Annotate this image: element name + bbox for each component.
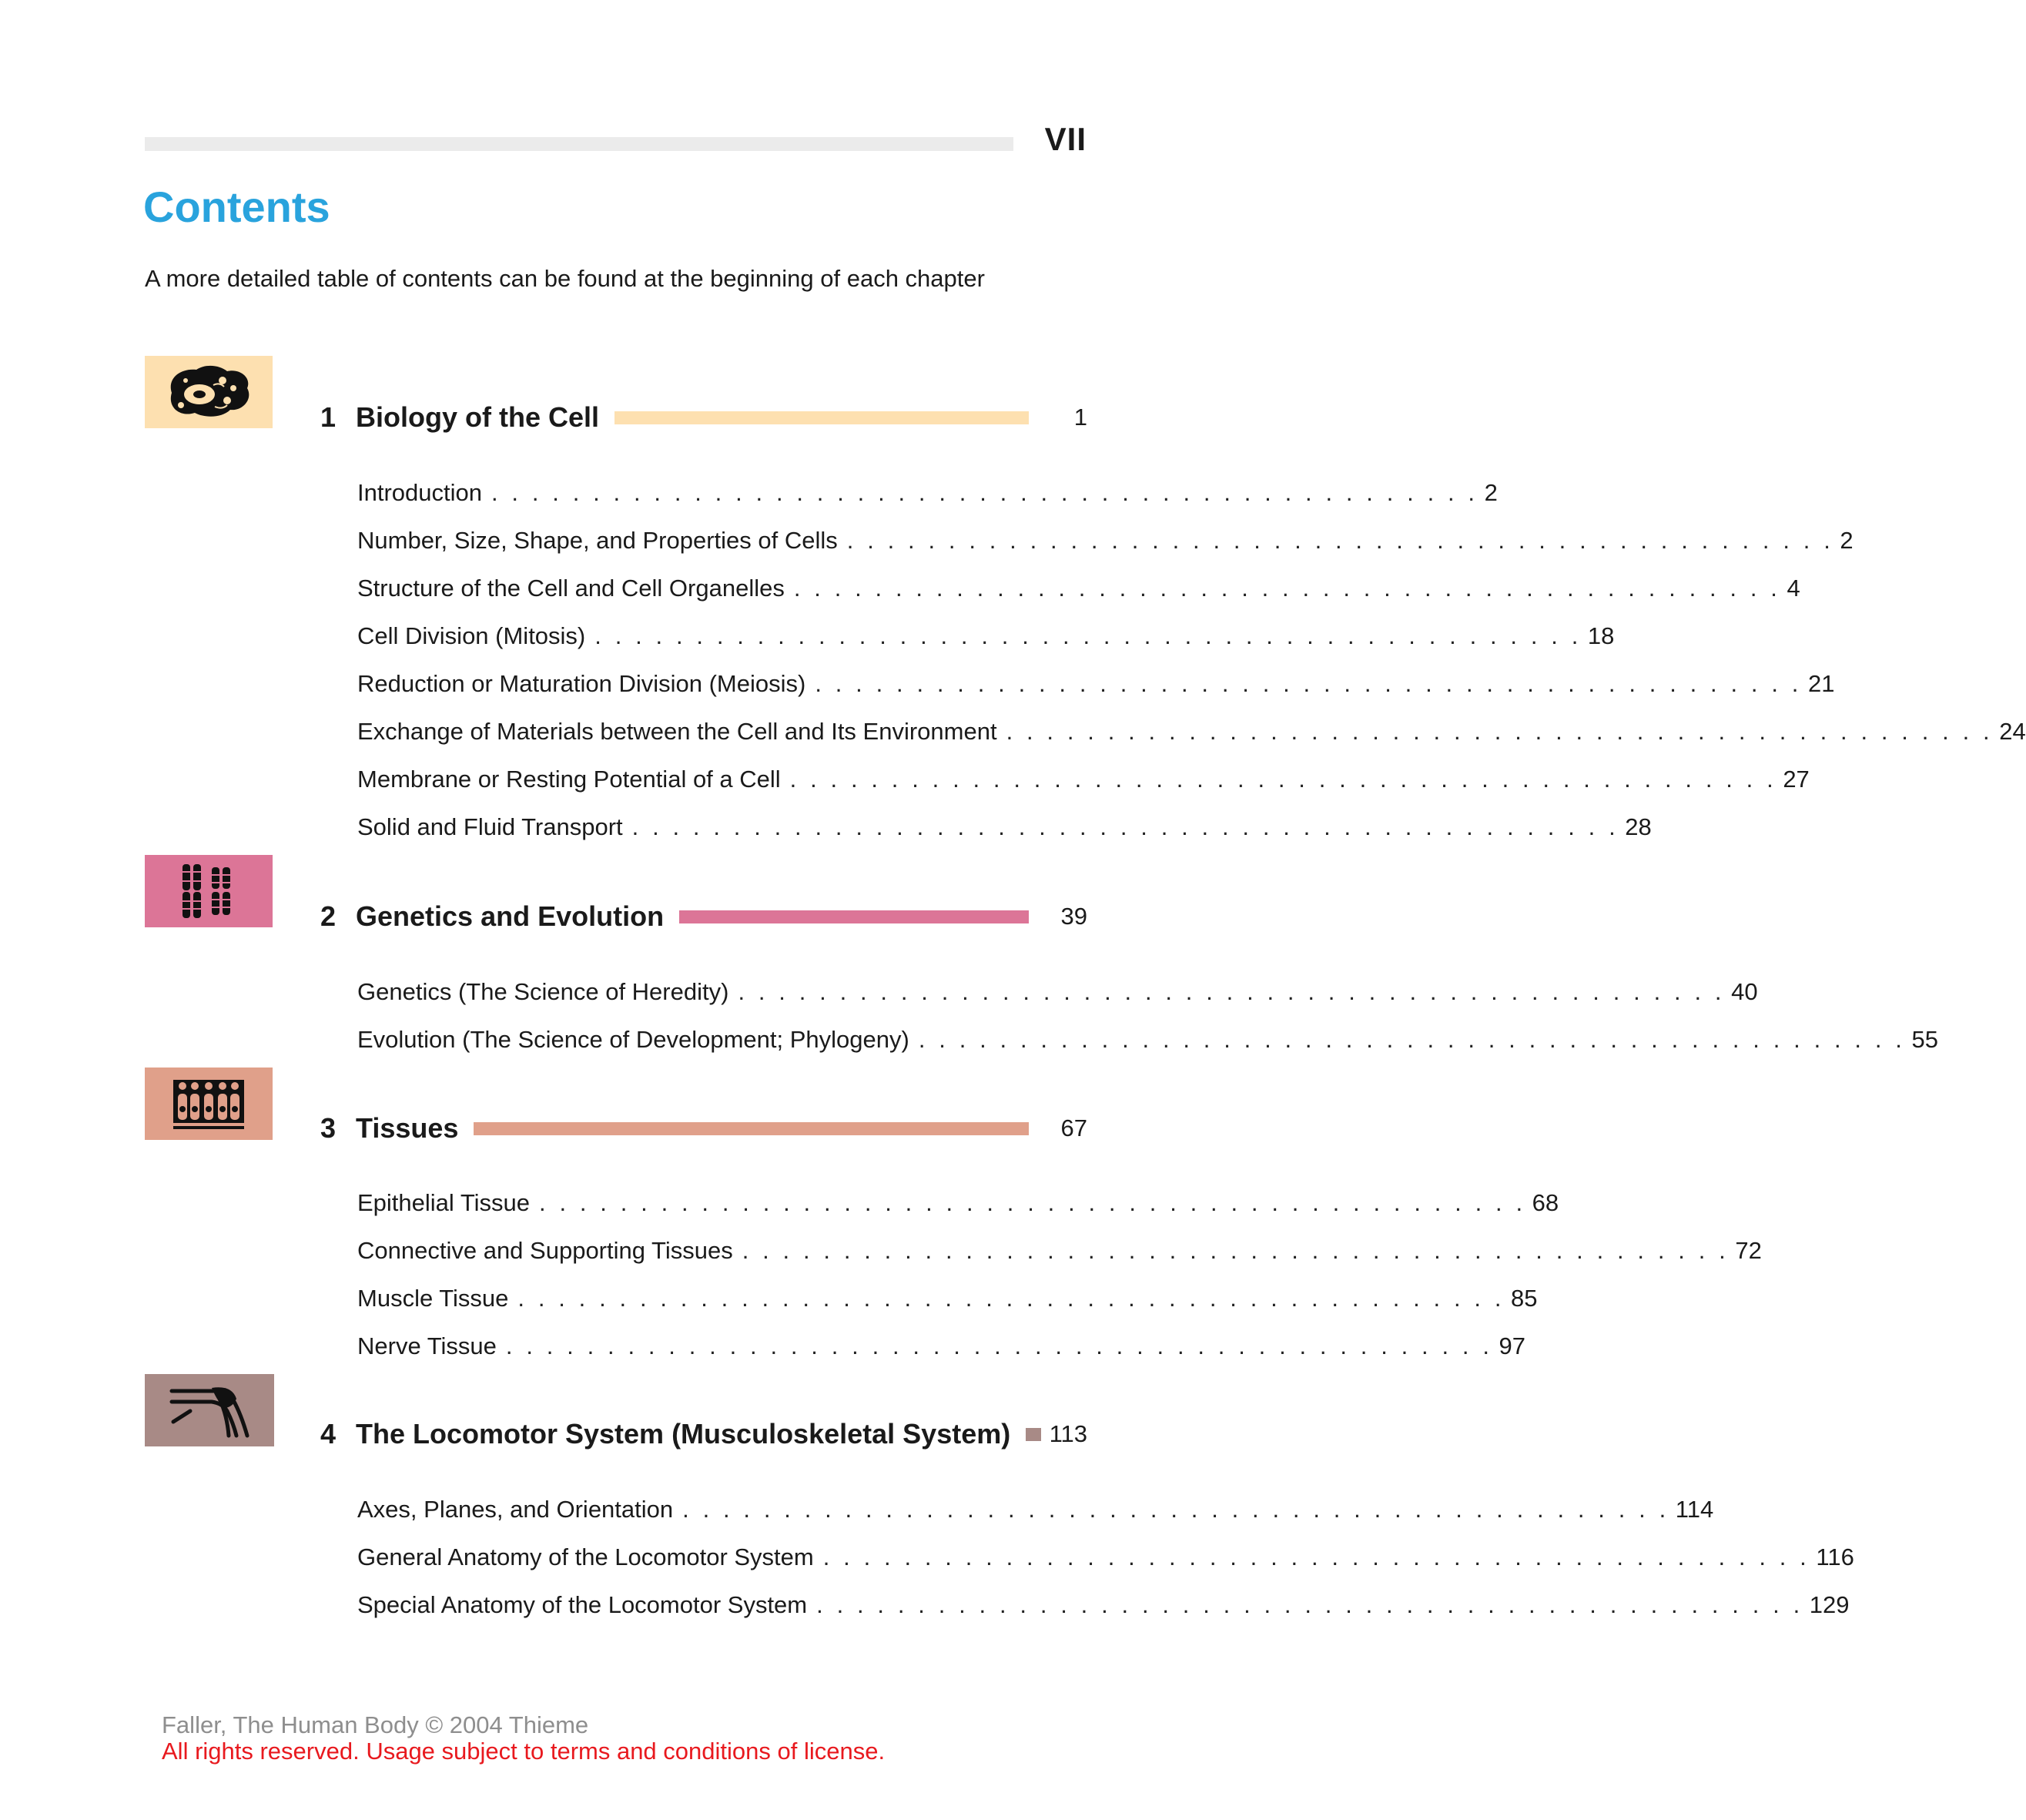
entry-label: Structure of the Cell and Cell Organelles [357, 575, 785, 602]
entry-label: Solid and Fluid Transport [357, 813, 623, 840]
entry-page: 2 [1840, 527, 1854, 554]
chapter-title: The Locomotor System (Musculoskeletal System) [356, 1418, 1011, 1450]
entry-label: Genetics (The Science of Heredity) [357, 978, 729, 1005]
chapter-4-heading[interactable] [320, 1411, 1087, 1457]
toc-entry[interactable] [357, 1584, 1850, 1619]
entry-page: 97 [1499, 1332, 1526, 1359]
toc-entry[interactable] [357, 806, 1652, 841]
toc-entry[interactable] [357, 710, 2026, 746]
chapter-color-bar [1026, 1428, 1041, 1441]
entry-page: 114 [1675, 1496, 1714, 1523]
leader-dots: . . . . . . . . . . . . . . . . . . . . . . . . . . . . . . . . . . . . . . . . . . . . . . . . . [789, 766, 1777, 793]
chapter-title: Genetics and Evolution [356, 900, 665, 932]
toc-entry[interactable] [357, 519, 1854, 555]
entry-label: Cell Division (Mitosis) [357, 622, 586, 649]
tissue-icon [170, 1075, 247, 1132]
leader-dots: . . . . . . . . . . . . . . . . . . . . . . . . . . . . . . . . . . . . . . . . . . . . . . . . . [846, 527, 1834, 554]
toc-entry[interactable] [357, 567, 1800, 602]
leader-dots: . . . . . . . . . . . . . . . . . . . . . . . . . . . . . . . . . . . . . . . . . . . . . . . . . [1006, 718, 1994, 745]
leader-dots: . . . . . . . . . . . . . . . . . . . . . . . . . . . . . . . . . . . . . . . . . . . . . . . . . [738, 978, 1726, 1005]
entry-label: Epithelial Tissue [357, 1189, 531, 1216]
chapter-4-icon-box [145, 1374, 274, 1446]
entry-page: 4 [1787, 575, 1800, 602]
chromosome-icon [178, 861, 239, 921]
cell-icon [162, 362, 255, 422]
entry-page: 129 [1809, 1591, 1850, 1618]
entry-page: 55 [1911, 1026, 1938, 1053]
leader-dots: . . . . . . . . . . . . . . . . . . . . . . . . . . . . . . . . . . . . . . . . . . . . . . . . . [918, 1026, 1906, 1053]
entry-label: Special Anatomy of the Locomotor System [357, 1591, 808, 1618]
toc-entry[interactable] [357, 1536, 1854, 1571]
leader-dots: . . . . . . . . . . . . . . . . . . . . . . . . . . . . . . . . . . . . . . . . . . . . . . . . . [491, 479, 1478, 506]
entry-page: 68 [1532, 1189, 1559, 1216]
chapter-3-icon-box [145, 1068, 273, 1140]
toc-entry[interactable] [357, 1325, 1526, 1360]
toc-entry[interactable] [357, 662, 1835, 698]
toc-entry[interactable] [357, 1229, 1762, 1265]
page-title: Contents [143, 183, 330, 231]
chapter-2-icon-box [145, 855, 273, 927]
entry-page: 72 [1735, 1237, 1762, 1264]
leader-dots: . . . . . . . . . . . . . . . . . . . . . . . . . . . . . . . . . . . . . . . . . . . . . . . . . [539, 1189, 1526, 1216]
chapter-color-bar [679, 910, 1029, 923]
chapter-color-bar [474, 1122, 1029, 1135]
header-rule [145, 137, 1013, 151]
chapter-number: 2 [320, 900, 337, 932]
leader-dots: . . . . . . . . . . . . . . . . . . . . . . . . . . . . . . . . . . . . . . . . . . . . . . . . . [822, 1543, 1810, 1570]
chapter-title: Tissues [356, 1112, 459, 1144]
chapter-3-heading[interactable] [320, 1105, 1087, 1151]
chapter-1-icon-box [145, 356, 273, 428]
footer-license: All rights reserved. Usage subject to terms and conditions of license. [162, 1738, 886, 1765]
entry-page: 116 [1816, 1543, 1854, 1570]
entry-page: 18 [1587, 622, 1615, 649]
leader-dots: . . . . . . . . . . . . . . . . . . . . . . . . . . . . . . . . . . . . . . . . . . . . . . . . . [682, 1496, 1669, 1523]
leader-dots: . . . . . . . . . . . . . . . . . . . . . . . . . . . . . . . . . . . . . . . . . . . . . . . . . [594, 622, 1582, 649]
leader-dots: . . . . . . . . . . . . . . . . . . . . . . . . . . . . . . . . . . . . . . . . . . . . . . . . . [517, 1285, 1505, 1312]
footer-copyright: Faller, The Human Body © 2004 Thieme [162, 1711, 589, 1738]
chapter-page: 67 [1060, 1114, 1087, 1141]
toc-entry[interactable] [357, 615, 1615, 650]
entry-label: Membrane or Resting Potential of a Cell [357, 766, 781, 793]
toc-entry[interactable] [357, 471, 1498, 507]
entry-page: 27 [1783, 766, 1810, 793]
entry-label: Reduction or Maturation Division (Meiosis) [357, 670, 806, 697]
leader-dots: . . . . . . . . . . . . . . . . . . . . . . . . . . . . . . . . . . . . . . . . . . . . . . . . . [505, 1332, 1493, 1359]
chapter-number: 4 [320, 1418, 337, 1450]
entry-label: Muscle Tissue [357, 1285, 509, 1312]
chapter-page: 1 [1073, 404, 1087, 431]
leader-dots: . . . . . . . . . . . . . . . . . . . . . . . . . . . . . . . . . . . . . . . . . . . . . . . . . [816, 1591, 1803, 1618]
chapter-2-heading[interactable] [320, 893, 1087, 940]
page-subtitle: A more detailed table of contents can be found at the beginning of each chapter [145, 265, 985, 292]
chapter-1-heading[interactable] [320, 394, 1087, 441]
entry-label: Exchange of Materials between the Cell and Its Environment [357, 718, 997, 745]
toc-entry[interactable] [357, 1488, 1714, 1523]
entry-page: 21 [1807, 670, 1835, 697]
entry-label: Evolution (The Science of Development; Phylogeny) [357, 1026, 909, 1053]
entry-page: 28 [1625, 813, 1652, 840]
leader-dots: . . . . . . . . . . . . . . . . . . . . . . . . . . . . . . . . . . . . . . . . . . . . . . . . . [631, 813, 1619, 840]
toc-entry[interactable] [357, 1018, 1938, 1054]
page-number: VII [1044, 121, 1087, 157]
entry-page: 40 [1731, 978, 1758, 1005]
chapter-title: Biology of the Cell [356, 401, 600, 433]
leader-dots: . . . . . . . . . . . . . . . . . . . . . . . . . . . . . . . . . . . . . . . . . . . . . . . . . [815, 670, 1802, 697]
entry-label: General Anatomy of the Locomotor System [357, 1543, 814, 1570]
entry-page: 24 [1999, 718, 2026, 745]
leader-dots: . . . . . . . . . . . . . . . . . . . . . . . . . . . . . . . . . . . . . . . . . . . . . . . . . [793, 575, 1781, 602]
chapter-number: 3 [320, 1112, 337, 1144]
chapter-color-bar [614, 411, 1029, 424]
toc-entry[interactable] [357, 758, 1810, 793]
leader-dots: . . . . . . . . . . . . . . . . . . . . . . . . . . . . . . . . . . . . . . . . . . . . . . . . . [742, 1237, 1730, 1264]
entry-label: Connective and Supporting Tissues [357, 1237, 733, 1264]
chapter-page: 113 [1049, 1420, 1087, 1447]
entry-page: 2 [1484, 479, 1498, 506]
chapter-number: 1 [320, 401, 337, 433]
entry-label: Nerve Tissue [357, 1332, 497, 1359]
toc-entry[interactable] [357, 970, 1758, 1006]
entry-label: Axes, Planes, and Orientation [357, 1496, 674, 1523]
toc-entry[interactable] [357, 1181, 1559, 1217]
entry-label: Introduction [357, 479, 482, 506]
entry-page: 85 [1511, 1285, 1538, 1312]
toc-entry[interactable] [357, 1277, 1538, 1312]
chapter-page: 39 [1060, 903, 1087, 930]
entry-label: Number, Size, Shape, and Properties of Cells [357, 527, 838, 554]
knee-joint-icon [167, 1380, 252, 1440]
